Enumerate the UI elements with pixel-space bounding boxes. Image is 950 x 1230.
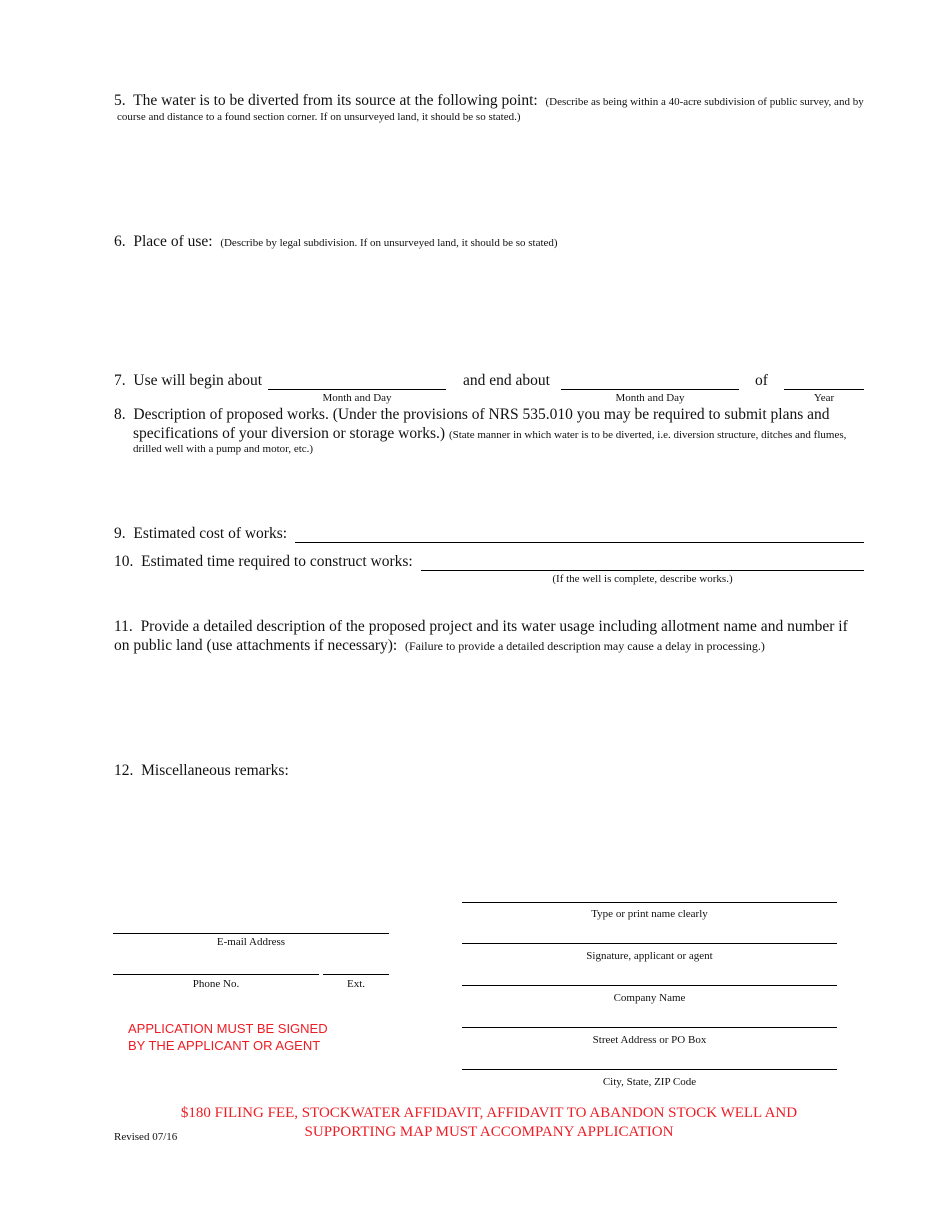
- item-5-text: The water is to be diverted from its source at the following point:: [133, 92, 538, 109]
- item-10-text: Estimated time required to construct works:: [141, 553, 413, 570]
- item-8-line2: specifications of your diversion or storage works.): [133, 425, 446, 442]
- item-11-question-line2: [114, 637, 765, 655]
- item-11-line1: Provide a detailed description of the proposed project and its water usage including allotment name and number if: [140, 618, 848, 635]
- item-10-number: 10.: [114, 553, 134, 570]
- fee-notice-line2: SUPPORTING MAP MUST ACCOMPANY APPLICATION: [304, 1124, 674, 1140]
- item-12-answer-area[interactable]: [114, 785, 864, 890]
- year-caption: Year: [813, 392, 835, 404]
- item-5-note-line1: (Describe as being within a 40-acre subdivision of public survey, and by: [545, 96, 864, 108]
- estimated-time-field[interactable]: [421, 570, 864, 571]
- item-12-text: Miscellaneous remarks:: [141, 762, 289, 779]
- revision-date: Revised 07/16: [114, 1131, 178, 1143]
- item-11-line2: on public land (use attachments if necessary):: [114, 637, 398, 654]
- item-9-text: Estimated cost of works:: [133, 525, 288, 542]
- email-field[interactable]: [113, 933, 389, 934]
- signature-notice-line2: BY THE APPLICANT OR AGENT: [128, 1038, 321, 1053]
- item-10-question: [114, 553, 413, 571]
- company-name-caption: Company Name: [613, 992, 686, 1004]
- item-7-number: 7.: [114, 372, 126, 389]
- item-7-begin-text: [114, 372, 262, 390]
- item-8-note-b: drilled well with a pump and motor, etc.): [133, 443, 314, 455]
- extension-caption: Ext.: [346, 978, 366, 990]
- item-5-number: 5.: [114, 92, 126, 109]
- item-5-answer-area[interactable]: [114, 130, 864, 225]
- signature-required-notice: [128, 1020, 328, 1054]
- item-8-number: 8.: [114, 406, 126, 423]
- item-9-number: 9.: [114, 525, 126, 542]
- item-6-answer-area[interactable]: [114, 256, 864, 361]
- print-name-field[interactable]: [462, 902, 837, 903]
- phone-field[interactable]: [113, 974, 319, 975]
- item-6-number: 6.: [114, 233, 126, 250]
- item-8-answer-area[interactable]: [114, 462, 864, 520]
- item-11-note: (Failure to provide a detailed description may cause a delay in processing.): [404, 639, 765, 653]
- item-7-begin-label: Use will begin about: [133, 372, 263, 389]
- item-8-question-line2: [133, 425, 846, 443]
- year-field[interactable]: [784, 389, 864, 390]
- item-6-question: [114, 233, 558, 251]
- extension-field[interactable]: [323, 974, 389, 975]
- item-12-question: [114, 762, 289, 780]
- item-6-note: (Describe by legal subdivision. If on unsurveyed land, it should be so stated): [220, 237, 558, 249]
- item-7-of-text: of: [755, 372, 768, 389]
- item-5-note-line2: course and distance to a found section corner. If on unsurveyed land, it should be so stated.): [117, 111, 521, 123]
- item-10-note: (If the well is complete, describe works.): [552, 573, 733, 585]
- item-5-question: [114, 92, 864, 110]
- signature-caption: Signature, applicant or agent: [586, 950, 713, 962]
- begin-date-caption: Month and Day: [322, 392, 392, 404]
- item-7-end-text: and end about: [463, 372, 550, 389]
- company-name-field[interactable]: [462, 985, 837, 986]
- item-8-question-line1: [114, 406, 829, 424]
- filing-fee-notice: [114, 1104, 864, 1142]
- end-date-field[interactable]: [561, 389, 739, 390]
- city-state-zip-caption: City, State, ZIP Code: [602, 1076, 697, 1088]
- signature-notice-line1: APPLICATION MUST BE SIGNED: [128, 1021, 328, 1036]
- city-state-zip-field[interactable]: [462, 1069, 837, 1070]
- print-name-caption: Type or print name clearly: [591, 908, 708, 920]
- item-11-question-line1: [114, 618, 848, 636]
- fee-notice-line1: $180 FILING FEE, STOCKWATER AFFIDAVIT, AFFIDAVIT TO ABANDON STOCK WELL AND: [180, 1105, 798, 1121]
- estimated-cost-field[interactable]: [295, 542, 864, 543]
- item-8-note-a: (State manner in which water is to be diverted, i.e. diversion structure, ditches and flumes,: [448, 429, 847, 441]
- phone-caption: Phone No.: [192, 978, 240, 990]
- item-9-question: [114, 525, 287, 543]
- street-address-field[interactable]: [462, 1027, 837, 1028]
- item-11-number: 11.: [114, 618, 133, 635]
- begin-date-field[interactable]: [268, 389, 446, 390]
- street-address-caption: Street Address or PO Box: [592, 1034, 707, 1046]
- end-date-caption: Month and Day: [615, 392, 685, 404]
- item-12-number: 12.: [114, 762, 134, 779]
- signature-field[interactable]: [462, 943, 837, 944]
- item-8-line1: Description of proposed works. (Under the provisions of NRS 535.010 you may be required to submit plans and: [133, 406, 830, 423]
- email-caption: E-mail Address: [216, 936, 286, 948]
- item-6-text: Place of use:: [133, 233, 213, 250]
- item-11-answer-area[interactable]: [114, 660, 864, 755]
